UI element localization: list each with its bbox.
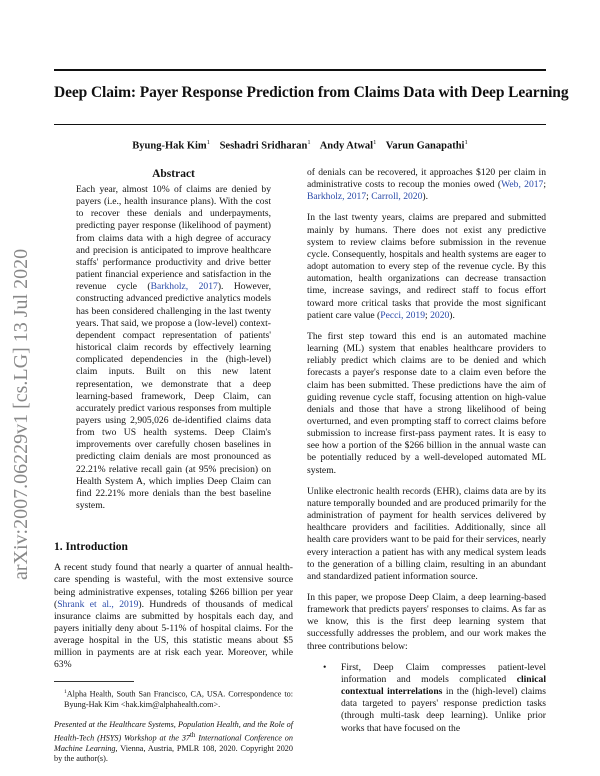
citation-link[interactable]: Shrank et al., 2019	[57, 598, 139, 610]
footnote-divider	[54, 681, 134, 682]
abstract-text: Each year, almost 10% of claims are denied by payers (i.e., health insurance plans). With the cost to recover these denials and underpayments, predicting payer response (likelihood of payment) from claims data with a high degree of accuracy and precision is anticipated to improve healthcare staffs' performance productivity and drive better patient financial experience and satisfaction in the revenue cycle (	[76, 184, 271, 293]
paragraph-text: First, Deep Claim compresses patient-level information and models complicated	[341, 661, 546, 685]
paragraph-text: of denials can be recovered, it approaches $120 per claim in administrative costs to recoup the monies owed (	[307, 167, 546, 191]
footnote-mark: 1	[64, 688, 67, 695]
title-rule-bottom	[54, 124, 546, 125]
introduction-paragraph: In this paper, we propose Deep Claim, a deep learning-based framework that predicts payers' responses to claims. As far as we know, this is the first deep learning system that successfully addresses the problem, and our work makes the three contributions below:	[307, 592, 546, 652]
paragraph-text: In the last twenty years, claims are prepared and submitted mainly by humans. There does not exist any predictive system to review claims before submission in the revenue cycle. Consequently, hospitals and health systems are eager to adopt automation to every step of the revenue cycle. By this automation, health organizations can decrease transaction time, increase savings, and redirect staff to focus effort toward more critical tasks that provide the most significant patient care value (	[307, 212, 546, 321]
citation-link[interactable]: Barkholz, 2017	[150, 281, 218, 293]
paper-title: Deep Claim: Payer Response Prediction from Claims Data with Deep Learning	[54, 84, 569, 101]
citation-separator: ;	[425, 309, 431, 321]
author-affiliation-mark: 1	[373, 139, 377, 146]
author-name: Varun Ganapathi	[385, 140, 465, 152]
workshop-note-text: Presented at the Healthcare Systems, Population Health, and the Role of Health-Tech (HSYS) Workshop at the 37	[54, 720, 293, 743]
author-affiliation-mark: 1	[464, 139, 468, 146]
introduction-heading: 1. Introduction	[54, 541, 128, 554]
citation-link[interactable]: Web, 2017	[501, 179, 544, 191]
workshop-note	[54, 720, 293, 764]
introduction-paragraph	[54, 562, 293, 671]
bullet-icon: •	[323, 661, 327, 673]
introduction-paragraph	[307, 167, 546, 203]
title-rule-top	[54, 69, 546, 71]
right-column	[307, 167, 546, 735]
paragraph-text: ).	[449, 309, 455, 321]
footnote-text: Alpha Health, South San Francisco, CA, USA. Correspondence to: Byung-Hak Kim <hak.kim@alphahealth.com>.	[64, 689, 293, 709]
author-list	[54, 139, 546, 152]
paragraph-text: A recent study found that nearly a quarter of annual health-care spending is wasteful, with the most extensive source being administrative expenses, totaling $266 billion per year (	[54, 562, 293, 610]
author-affiliation-mark: 1	[307, 139, 311, 146]
contribution-list-item	[307, 662, 546, 735]
paragraph-text: in the (high-level) claims data targeted to payers' response prediction tasks (through multi-task deep learning). Unlike prior works that have focused on the	[341, 686, 546, 734]
citation-link[interactable]: Pecci, 2019	[380, 309, 426, 321]
citation-link[interactable]: Barkholz, 2017	[307, 191, 367, 203]
workshop-note-superscript: th	[190, 731, 196, 739]
author-name: Seshadri Sridharan	[219, 140, 308, 152]
paragraph-text: ).	[422, 191, 428, 203]
abstract-text: ). However, constructing advanced predictive analytics models has been considered challenging in the last twenty years. That said, we propose a (low-level) context-dependent compact representation of patients' historical claim records by effectively learning complicated dependencies in the (high-level) claim inputs. Built on this new latent representation, we demonstrate that a deep learning-based framework, Deep Claim, can accurately predict various responses from multiple payers using 2,905,026 de-identified claims data from two US health systems. Deep Claim's improvements over carefully chosen baselines in predicting claim denials are most pronounced as 22.21% relative recall gain (at 95% precision) on Health System A, which implies Deep Claim can find 22.21% more denials than the best baseline system.	[76, 281, 271, 512]
introduction-paragraph	[307, 212, 546, 321]
affiliation-footnote	[54, 687, 293, 711]
contribution-text	[341, 662, 546, 735]
abstract-body	[54, 184, 293, 512]
workshop-note-text: , Vienna, Austria, PMLR 108, 2020. Copyright 2020 by the author(s).	[54, 743, 293, 764]
citation-link[interactable]: Carroll, 2020	[371, 191, 423, 203]
introduction-paragraph: Unlike electronic health records (EHR), claims data are by its nature temporally bounded and are produced primarily for the administration of payment for health services delivered by healthcare providers and facilities. Additionally, since all health care providers want to be paid for their services, nearly every interaction a patient has with any medical system leads to the generation of a billing claim, resulting in an abundant and standardized patient information source.	[307, 485, 546, 582]
citation-separator: ;	[366, 191, 372, 203]
left-column	[54, 167, 293, 765]
author-name: Andy Atwal	[319, 140, 374, 152]
arxiv-identifier-stamp: arXiv:2007.06229v1 [cs.LG] 13 Jul 2020	[10, 248, 32, 580]
workshop-note-text: International Conference on Machine Learning	[54, 733, 293, 753]
abstract-heading: Abstract	[152, 168, 195, 180]
author-name: Byung-Hak Kim	[132, 140, 207, 152]
introduction-paragraph: The first step toward this end is an automated machine learning (ML) system that enables healthcare providers to reliably predict which claims are to be denied and which forecasts a payer's response date to a claim even before the claim has been submitted. These predictions have the aim of guiding revenue cycle staff, focusing attention on high-value denials and those that have a strong likelihood of being overturned, and even prompting staff to correct claims before submission to increase first-pass payment rates. It is easy to see how a portion of the $266 billion in the annual waste can be potentially reduced by a well-developed automated ML system.	[307, 330, 546, 476]
citation-separator: ;	[543, 179, 547, 191]
citation-link[interactable]: 2020	[430, 309, 450, 321]
emphasized-text: clinical contextual interrelations	[341, 673, 546, 698]
author-affiliation-mark: 1	[206, 139, 210, 146]
paragraph-text: ). Hundreds of thousands of medical insurance claims are submitted by hospitals each day, and payers initially deny about 5-11% of hospital claims. For the average hospital in the US, this statistic means about $5 million in payments are at risk each year. Moreover, while 63%	[54, 598, 293, 671]
